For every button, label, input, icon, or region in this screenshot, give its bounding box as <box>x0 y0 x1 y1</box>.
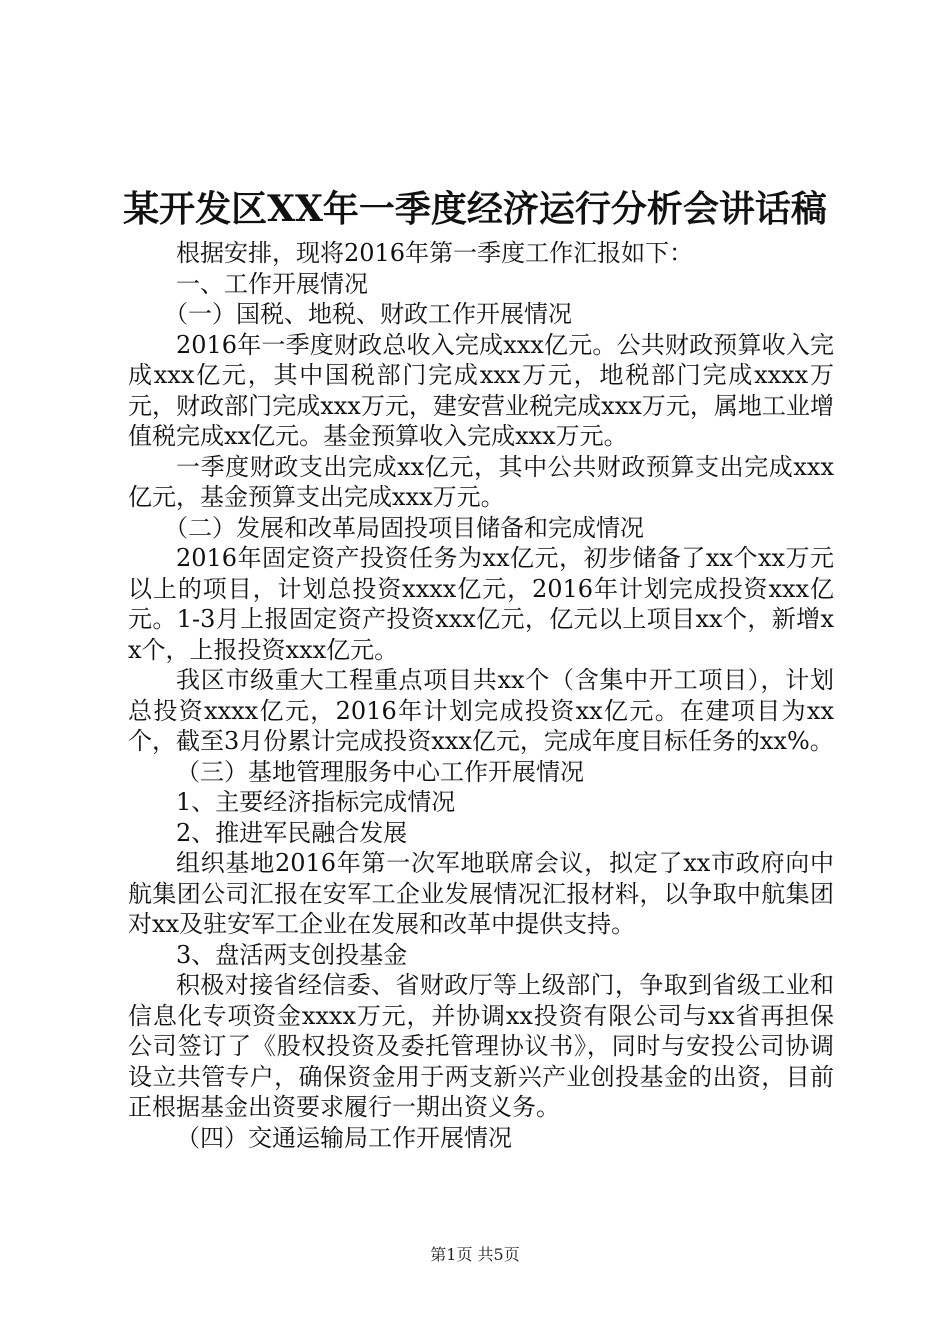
subsection-heading-2: （二）发展和改革局固投项目储备和完成情况 <box>164 513 644 542</box>
intro-paragraph: 根据安排，现将2016年第一季度工作汇报如下： <box>176 239 694 267</box>
body-paragraph-investment-task: 2016年固定资产投资任务为xx亿元，初步储备了xx个xx万元以上的项目，计划总投资xxxx亿元，2016年计划完成投资xxx亿元。1-3月上报固定资产投资xxx亿元，亿元以上项目xx个，新增xx个，上报投资xxx亿元。 <box>128 544 834 664</box>
document-body <box>128 238 834 1153</box>
item-heading-2: 2、推进军民融合发展 <box>176 818 408 847</box>
page-footer: 第1页 共5页 <box>430 1245 520 1264</box>
item-heading-1: 1、主要经济指标完成情况 <box>176 788 456 816</box>
subsection-heading-4: （四）交通运输局工作开展情况 <box>176 1123 512 1152</box>
item-heading-3: 3、盘活两支创投基金 <box>176 940 408 969</box>
body-paragraph-key-projects: 我区市级重大工程重点项目共xx个（含集中开工项目），计划总投资xxxx亿元，2016年计划完成投资xx亿元。在建项目为xx个，截至3月份累计完成投资xxx亿元，完成年度目标任务的xx%。 <box>128 666 834 755</box>
body-paragraph-fiscal-revenue: 2016年一季度财政总收入完成xxx亿元。公共财政预算收入完成xxx亿元，其中国税部门完成xxx万元，地税部门完成xxxx万元，财政部门完成xxx万元，建安营业税完成xxx万元，属地工业增值税完成xx亿元。基金预算收入完成xxx万元。 <box>128 330 834 450</box>
subsection-heading-1: （一）国税、地税、财政工作开展情况 <box>164 300 572 328</box>
subsection-heading-3: （三）基地管理服务中心工作开展情况 <box>176 757 584 786</box>
body-paragraph-venture-funds: 积极对接省经信委、省财政厅等上级部门，争取到省级工业和信息化专项资金xxxx万元，并协调xx投资有限公司与xx省再担保公司签订了《股权投资及委托管理协议书》，同时与安投公司协调设立共管专户，确保资金用于两支新兴产业创投基金的出资，目前正根据基金出资要求履行一期出资义务。 <box>128 971 834 1121</box>
body-paragraph-fiscal-expenditure: 一季度财政支出完成xx亿元，其中公共财政预算支出完成xxx亿元，基金预算支出完成xxx万元。 <box>128 452 834 511</box>
section-heading-1: 一、工作开展情况 <box>176 269 368 298</box>
body-paragraph-military-civil: 组织基地2016年第一次军地联席会议，拟定了xx市政府向中航集团公司汇报在安军工企业发展情况汇报材料，以争取中航集团对xx及驻安军工企业在发展和改革中提供支持。 <box>128 849 834 938</box>
document-title: 某开发区XX年一季度经济运行分析会讲话稿 <box>123 188 827 230</box>
